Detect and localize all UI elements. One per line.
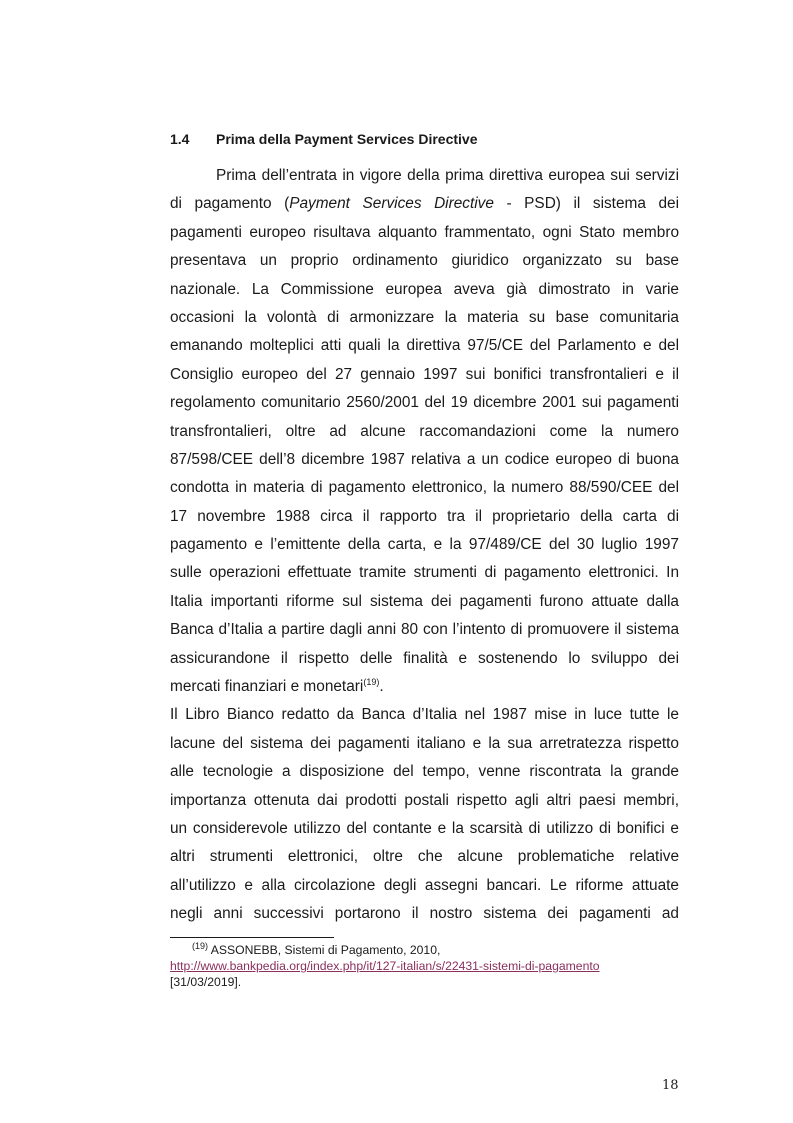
body-line: altri strumenti elettronici, oltre che alcune problematiche relative <box>170 848 679 866</box>
footnote-divider <box>170 937 334 938</box>
body-line: assicurandone il rispetto delle finalità e sostenendo lo sviluppo dei <box>170 649 679 667</box>
body-line: Banca d’Italia a partire dagli anni 80 con l’intento di promuovere il sistema <box>170 621 679 639</box>
body-line <box>170 673 679 701</box>
footnote <box>170 942 690 990</box>
body-line: importanza ottenuta dai prodotti postali rispetto agli altri paesi membri, <box>170 791 679 809</box>
body-line: regolamento comunitario 2560/2001 del 19 dicembre 2001 sui pagamenti <box>170 394 679 412</box>
body-line: condotta in materia di pagamento elettronico, la numero 88/590/CEE del <box>170 479 679 497</box>
body-paragraphs <box>170 162 679 929</box>
section-heading <box>170 131 477 147</box>
body-line: alle tecnologie a disposizione del tempo, venne riscontrata la grande <box>170 763 679 781</box>
body-line-segment: mercati finanziari e monetari <box>170 678 364 696</box>
body-line <box>170 190 679 218</box>
body-line: all’utilizzo e alla circolazione degli assegni bancari. Le riforme attuate <box>170 876 679 894</box>
body-line: un considerevole utilizzo del contante e la scarsità di utilizzo di bonifici e <box>170 819 679 837</box>
body-line: pagamenti europeo risultava alquanto frammentato, ogni Stato membro <box>170 223 679 241</box>
body-line: 17 novembre 1988 circa il rapporto tra il proprietario della carta di <box>170 507 679 525</box>
body-line-segment: . <box>379 678 384 696</box>
body-line: Italia importanti riforme sul sistema dei pagamenti furono attuate dalla <box>170 592 679 610</box>
body-line: transfrontalieri, oltre ad alcune raccomandazioni come la numero <box>170 422 679 440</box>
body-line: Consiglio europeo del 27 gennaio 1997 sui bonifici transfrontalieri e il <box>170 365 679 383</box>
body-line: sulle operazioni effettuate tramite strumenti di pagamento elettronici. In <box>170 564 679 582</box>
body-line-segment: - PSD) il sistema dei <box>493 195 679 213</box>
body-line: 87/598/CEE dell’8 dicembre 1987 relativa a un codice europeo di buona <box>170 450 679 468</box>
body-line-segment: di pagamento ( <box>170 195 290 213</box>
body-line: Prima dell’entrata in vigore della prima direttiva europea sui servizi <box>216 167 679 184</box>
section-title: Prima della Payment Services Directive <box>216 131 478 147</box>
footnote-text: ASSONEBB, Sistemi di Pagamento, 2010, <box>208 943 441 957</box>
footnote-link[interactable]: http://www.bankpedia.org/index.php/it/127-italian/s/22431-sistemi-di-pagamento <box>170 959 600 973</box>
body-line: emanando molteplici atti quali la direttiva 97/5/CE del Parlamento e del <box>170 337 679 355</box>
page-number: 18 <box>662 1078 679 1093</box>
footnote-marker: (19) <box>192 940 209 951</box>
body-line: Il Libro Bianco redatto da Banca d’Italia nel 1987 mise in luce tutte le <box>170 706 679 724</box>
body-line: pagamento e l’emittente della carta, e la 97/489/CE del 30 luglio 1997 <box>170 536 679 554</box>
footnote-date: [31/03/2019]. <box>170 975 242 989</box>
body-line: nazionale. La Commissione europea aveva già dimostrato in varie <box>170 280 679 298</box>
body-line-italic: Payment Services Directive <box>289 195 494 213</box>
body-line: presentava un proprio ordinamento giuridico organizzato su base <box>170 252 679 270</box>
section-number: 1.4 <box>170 131 190 147</box>
footnote-line <box>170 942 690 958</box>
body-line: occasioni la volontà di armonizzare la materia su base comunitaria <box>170 308 679 326</box>
body-line: negli anni successivi portarono il nostro sistema dei pagamenti ad <box>170 905 679 923</box>
footnote-reference: (19) <box>363 676 380 687</box>
footnote-line <box>170 958 690 974</box>
body-line: lacune del sistema dei pagamenti italiano e la sua arretratezza rispetto <box>170 734 679 752</box>
